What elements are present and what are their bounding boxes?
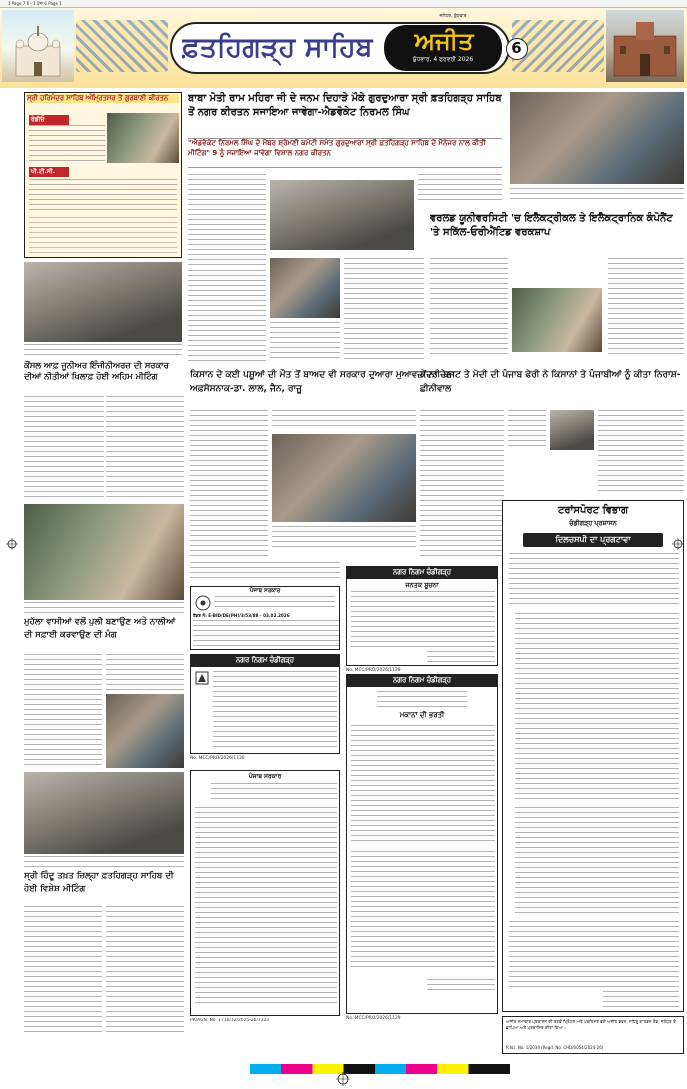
notice-left-text-1 [29,125,105,163]
group-photo-caption [510,188,684,202]
article-3-photo [24,262,182,342]
punjab-sarkar-ad-1 [190,586,340,650]
article-1-col-4 [344,258,424,362]
punjab-sarkar-2-title: ਪੰਜਾਬ ਸਰਕਾਰ [248,773,282,780]
nagar-nigam-bar-2: ਨਗਰ ਨਿਗਮ ਚੰਡੀਗੜ੍ਹ [190,654,340,666]
imprint-reg: R.N.I. No. 1/2034 (Regd. No. CHD/0054/2024-26) [506,1045,604,1050]
nagar-nigam-bar-3: ਨਗਰ ਨਿਗਮ ਚੰਡੀਗੜ੍ਹ [346,674,498,686]
transport-ad-sub: ਚੰਡੀਗੜ੍ਹ ਪ੍ਰਸ਼ਾਸਨ [569,519,617,527]
article-2-photo [512,288,602,352]
transport-ad-body-4 [509,921,679,989]
article-5-col-2 [508,410,546,450]
nagar-nigam-ad-3-sub: ਮਕਾਨਾਂ ਦੀ ਭਰਤੀ [399,711,445,719]
article-1-photo [270,180,414,250]
article-6-headline: ਮੁਹੱਲਾ ਵਾਸੀਆਂ ਵਲੋਂ ਪੁਲੀ ਬਣਾਉਣ ਅਤੇ ਨਾਲੀਆਂ ਦੀ ਸਫ਼ਾਈ ਕਰਵਾਉਣ ਦੀ ਮੰਗ [24,617,176,640]
tender-id: ਟੈਂਡਰ ਨੰ: E-BID/DE(PH)/3/53/88 - 03.02.2026 [193,613,290,618]
nagar-nigam-ad-3-body-1 [351,725,495,845]
article-3-body [24,396,104,500]
public-notice-title: ਜਨਤਕ ਸੂਚਨਾ [405,581,439,589]
masthead-temple-image-left [2,10,74,82]
public-notice-signature [427,651,495,663]
pr-no-4: No. MCC/PRO/2026/1130 [190,756,245,761]
article-1-col-2 [418,174,502,204]
article-4-col-2 [272,410,416,430]
group-photo-top-right [510,92,684,184]
masthead-paper-badge [384,25,502,71]
nagar-nigam-ad-2-body [213,671,337,751]
transport-ad-body-3 [515,807,679,917]
article-5-col-1 [420,410,504,560]
article-4-col-3 [190,562,340,580]
punjab-sarkar-1-body [193,620,339,648]
notice-left-text-2 [29,179,177,213]
color-bar-bottom [250,1064,510,1074]
notice-left-radio: ਰੇਡੀਓ [29,115,69,125]
nagar-nigam-ad-3 [346,686,498,1014]
article-7-caption [24,856,184,868]
pr-no-2: PR/AGN. No. 1716/12/2025-26/7323 [190,1018,269,1023]
notice-left-title: ਸ੍ਰੀ ਹਰਿਮੰਦਰ ਸਾਹਿਬ ਅੰਮ੍ਰਿਤਸਰ ਤੋਂ ਗੁਰਬਾਣੀ ਕੀਰਤਨ [27,94,179,103]
masthead-title: ਫ਼ਤਹਿਗੜ੍ਹ ਸਾਹਿਬ [182,32,373,63]
article-3-body-2 [106,396,184,500]
page-number-badge [506,38,528,60]
article-1-col-3 [188,270,266,362]
imprint-box [502,1016,684,1054]
article-4-photo [272,434,416,522]
article-4-headline: ਕਿਸਾਨ ਦੇ ਕਈ ਪਸ਼ੂਆਂ ਦੀ ਮੌਤ ਤੋਂ ਬਾਅਦ ਵੀ ਸਰਕਾਰ ਦੁਆਰਾ ਮੁਆਵਜ਼ਾ ਨਾ ਦੇਣਾ ਅਫ਼ਸੋਸਨਾਕ-ਡਾ. ਲਾਲ, ਜੈਨ, ਰਾਜੂ [190,370,455,394]
imprint-text: ਅਜੀਤ ਸਮਾਚਾਰ ਪ੍ਰਕਾਸ਼ਨ ਦੀ ਤਰਫ਼ੋਂ ਪ੍ਰਿੰਟਰ ਅਤੇ ਪਬਲਿਸ਼ਰ ਵਲੋਂ ਅਜੀਤ ਭਵਨ, ਨਹਿਰੂ ਗਾਰਡਨ ਰੋਡ, ਜਲੰਧਰ ਤੋਂ ਛਾਪਿਆ ਅਤੇ ਪ੍ਰਕਾਸ਼ਿਤ ਕੀਤਾ ਗਿਆ। [506,1019,676,1030]
article-1-col-5 [270,322,340,362]
masthead-dateline: ਬੁੱਧਵਾਰ, 4 ਫਰਵਰੀ 2026 [412,56,474,63]
nagar-nigam-ad-3-head [377,691,467,709]
nagar-nigam-ad-2 [190,666,340,754]
transport-ad-title: ਟਰਾਂਸਪੋਰਟ ਵਿਭਾਗ [557,505,629,516]
article-4-col-1 [190,410,268,560]
punjab-emblem-icon [195,595,211,611]
masthead-fort-image-right [606,10,684,82]
article-7-photo [24,772,184,854]
article-4-caption [272,526,416,548]
registration-mark-right [672,538,684,550]
fort-right-icon [606,10,684,82]
mc-emblem-icon [195,671,209,685]
article-2-headline: ਵਰਲਡ ਯੂਨੀਵਰਸਿਟੀ 'ਚ ਇਲੈਕਟ੍ਰੀਕਲ ਤੇ ਇਲੈਕਟ੍ਰਾਨਿਕ ਕੰਪੋਨੈਂਟ 'ਤੇ ਸਕਿੱਲ-ਓਰੀਐਂਟਿਡ ਵਰਕਸ਼ਾਪ [430,213,673,238]
article-2-col-2 [608,258,684,358]
pr-no-1: No. MCC/PRO/2026/1128 [346,668,401,673]
registration-mark-bottom [336,1072,350,1086]
article-1-photo-2 [270,258,340,318]
notice-left-text-3 [29,217,177,255]
article-5-col-3 [598,410,684,494]
punjab-sarkar-2-org [211,783,337,801]
public-notice-box [346,578,498,666]
transport-ad-signature [603,991,679,1007]
masthead-pattern-left [76,20,168,72]
transport-ad-notice: ਦਿਲਚਸਪੀ ਦਾ ਪ੍ਰਗਟਾਵਾ [523,533,663,547]
registration-mark-left [6,538,18,550]
nagar-nigam-ad-3-signature [427,979,495,993]
article-6-body-1 [24,654,102,768]
top-strip [0,0,687,8]
notice-left-photo [107,113,179,163]
notice-left-ptc: ਪੀ.ਟੀ.ਸੀ. [29,167,69,177]
page-number: 6 [511,39,522,57]
top-strip-text: 1 Page 7 6 - 1 ਪੰਨਾ 6 Page 1 [8,1,62,6]
article-7-body-1 [24,906,102,1036]
nagar-nigam-bar-1: ਨਗਰ ਨਿਗਮ ਚੰਡੀਗੜ੍ਹ [346,566,498,578]
article-1-headline: ਬਾਬਾ ਮੋਤੀ ਰਾਮ ਮਹਿਰਾ ਜੀ ਦੇ ਜਨਮ ਦਿਹਾੜੇ ਮੌਕੇ ਗੁਰਦੁਆਰਾ ਸ੍ਰੀ ਫ਼ਤਹਿਗੜ੍ਹ ਸਾਹਿਬ ਤੋਂ ਨਗਰ ਕੀਰਤਨ ਸਜਾਇਆ ਜਾਵੇਗਾ-ਐਡਵੋਕੇਟ ਨਿਰਮਲ ਸਿੰਘ [188,93,502,118]
article-7-headline: ਸ੍ਰੀ ਹਿੰਦੂ ਤਖ਼ਤ ਜ਼ਿਲ੍ਹਾ ਫ਼ਤਹਿਗੜ੍ਹ ਸਾਹਿਬ ਦੀ ਹੋਈ ਵਿਸ਼ੇਸ਼ ਮੀਟਿੰਗ [24,871,174,894]
notice-box-left [24,92,182,258]
transport-ad [502,500,684,1012]
article-6-photo [24,504,184,600]
article-2-col-1 [430,258,508,358]
gurdwara-left-icon [2,10,74,82]
pr-no-3: No. MCC/PRO/2026/1129 [346,1016,401,1021]
article-1-col-1 [188,174,266,266]
transport-ad-body-2 [515,613,679,803]
article-5-portrait [550,410,594,450]
punjab-sarkar-2-body [195,807,337,1007]
article-5-headline: ਕੇਂਦਰੀ ਬਜਟ ਤੇ ਮੋਦੀ ਦੀ ਪੰਜਾਬ ਫੇਰੀ ਨੇ ਕਿਸਾਨਾਂ ਤੇ ਪੰਜਾਬੀਆਂ ਨੂੰ ਕੀਤਾ ਨਿਰਾਸ਼-ਛੀਨੀਵਾਲ [420,370,681,394]
masthead-edition: ਜਲੰਧਰ, ਬੁੱਧਵਾਰ [439,14,467,19]
punjab-sarkar-ad-2 [190,770,340,1016]
article-6-photo-2 [106,694,184,768]
masthead-paper-name: ਅਜੀਤ [414,27,474,55]
transport-ad-body-1 [509,553,679,607]
punjab-sarkar-1-org [215,596,335,610]
public-notice-body [351,591,495,649]
nagar-nigam-ad-3-body-2 [351,851,495,971]
article-3-caption [24,344,182,356]
article-6-body-2 [106,654,184,690]
article-7-body-2 [106,906,184,1036]
article-1-subhead: "ਐਡਵੋਕੇਟ ਨਿਰਮਲ ਸਿੰਘ ਦੇ ਮੈਂਬਰ ਸ਼੍ਰੋਮਣੀ ਕਮੇਟੀ ਸਮੇਤ ਗੁਰਦੁਆਰਾ ਸ੍ਰੀ ਫ਼ਤਹਿਗੜ੍ਹ ਸਾਹਿਬ ਦੇ ਮੈਨੇਜਰ ਨਾਲ ਕੀਤੀ ਮੀਟਿੰਗ" 9 ਨੂੰ ਸਜਾਇਆ ਜਾਵੇਗਾ ਵਿਸ਼ਾਲ ਨਗਰ ਕੀਰਤਨ [188,138,502,168]
article-6-caption [24,602,184,614]
article-3-headline: ਕੌਂਸਲ ਆਫ਼ ਜੂਨੀਅਰ ਇੰਜੀਨੀਅਰਜ਼ ਦੀ ਸਰਕਾਰ ਦੀਆਂ ਨੀਤੀਆਂ ਖਿਲਾਫ਼ ਹੋਈ ਅਹਿਮ ਮੀਟਿੰਗ [24,360,169,381]
masthead [0,8,687,88]
punjab-sarkar-1-title: ਪੰਜਾਬ ਸਰਕਾਰ [249,588,281,594]
